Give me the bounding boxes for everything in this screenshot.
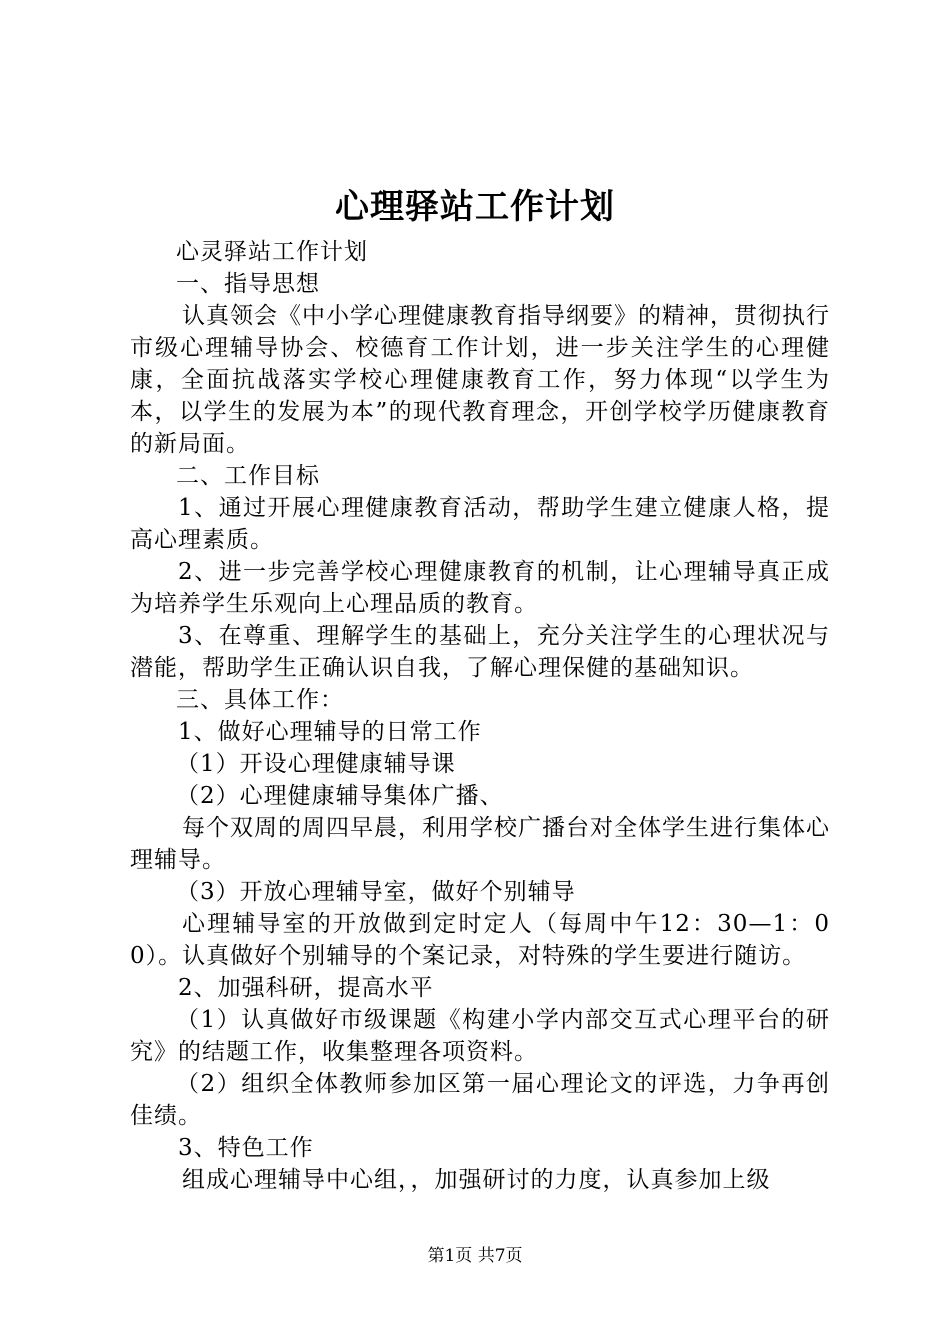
paragraph: （2）组织全体教师参加区第一届心理论文的评选，力争再创佳绩。 [130,1071,830,1129]
paragraph: 1、做好心理辅导的日常工作 [178,719,482,745]
paragraph: 3、在尊重、理解学生的基础上，充分关注学生的心理状况与潜能，帮助学生正确认识自我，了解心理保健的基础知识。 [130,623,830,681]
paragraph: 一、指导思想 [176,271,320,297]
paragraph: 1、通过开展心理健康教育活动，帮助学生建立健康人格，提高心理素质。 [130,495,830,553]
paragraph: 三、具体工作： [176,687,344,713]
paragraph: 2、进一步完善学校心理健康教育的机制，让心理辅导真正成为培养学生乐观向上心理品质的教育。 [130,559,830,617]
document-body [130,236,830,1196]
paragraph: 心灵驿站工作计划 [176,239,368,265]
paragraph: 每个双周的周四早晨，利用学校广播台对全体学生进行集体心理辅导。 [130,815,830,873]
paragraph: 二、工作目标 [176,463,320,489]
paragraph: （1）开设心理健康辅导课 [176,751,456,777]
paragraph: （2）心理健康辅导集体广播、 [176,783,504,809]
paragraph: 认真领会《中小学心理健康教育指导纲要》的精神，贯彻执行市级心理辅导协会、校德育工作计划，进一步关注学生的心理健康，全面抗战落实学校心理健康教育工作，努力体现“以学生为本，以学生的发展为本”的现代教育理念，开创学校学历健康教育的新局面。 [130,303,830,457]
paragraph: （3）开放心理辅导室，做好个别辅导 [176,879,576,905]
paragraph: 2、加强科研，提高水平 [178,975,434,1001]
page-title: 心理驿站工作计划 [335,187,615,227]
paragraph: （1）认真做好市级课题《构建小学内部交互式心理平台的研究》的结题工作，收集整理各项资料。 [130,1007,830,1065]
paragraph: 3、特色工作 [178,1135,314,1161]
paragraph: 心理辅导室的开放做到定时定人（每周中午12：30—1：00）。认真做好个别辅导的个案记录，对特殊的学生要进行随访。 [130,911,830,969]
paragraph: 组成心理辅导中心组，，加强研讨的力度，认真参加上级 [182,1167,771,1193]
page-footer: 第1页 共7页 [427,1246,523,1266]
